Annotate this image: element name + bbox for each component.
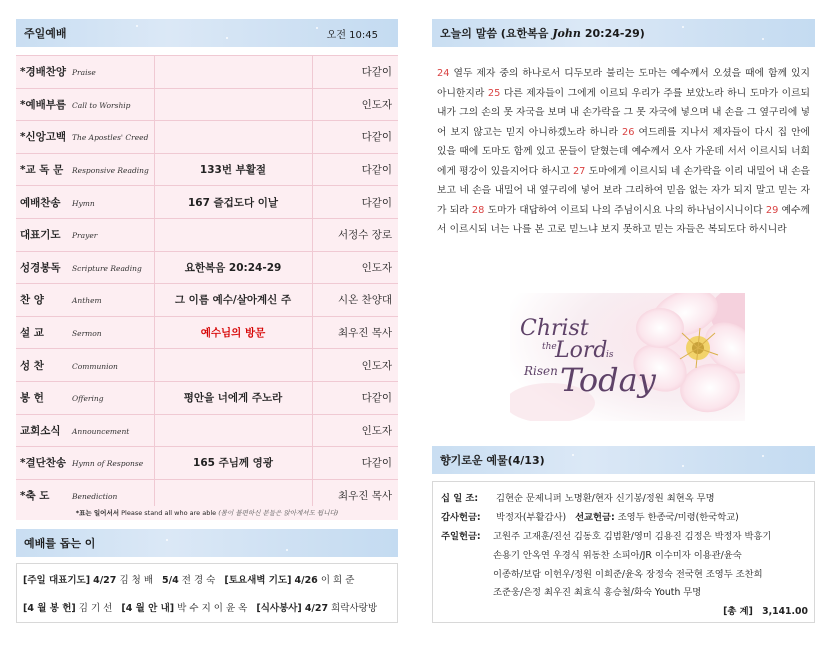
- stand-note-english: Please stand all who are able: [121, 509, 217, 517]
- sunday-offering-row: [441, 528, 493, 542]
- verse-text: 예수께서 이르시되 너는 나를 본 고로 믿느냐 보지 못하고 믿는 자들은 복되도다 하시니라: [437, 204, 810, 235]
- sunday-offering-line-1: 고원주 고재훈/진선 김동호 김범환/영미 김용진 김정은 박정자 박흥기: [493, 531, 772, 542]
- helpers-line-2: [23, 600, 377, 614]
- worship-item-title: [16, 381, 154, 414]
- worship-item-english: Responsive Reading: [72, 166, 149, 176]
- worship-item-leader: 다같이: [312, 153, 398, 186]
- total-amount: 3,141.00: [762, 606, 808, 617]
- verse-number: 28: [471, 204, 485, 216]
- worship-item-detail: [154, 56, 312, 89]
- worship-title: 주일예배: [24, 27, 67, 40]
- worship-item-korean: 예배찬송: [20, 196, 61, 209]
- offering-helper-name: 김 기 선: [78, 603, 113, 614]
- verse-text: 다른 제자들이 그에게 이르되 우리가 주를 보았노라 하니 도마가 이르되 내가 그의 손의 못 자국을 보며 내 손가락을 그 못 자국에 넣으며 내 손을 그 옆구리에 넣어 보지 않고는 믿지 아니하겠노라 하니라: [437, 87, 810, 138]
- mission-names: 조영두 한종국/미령(한국학교): [617, 512, 739, 523]
- worship-item-leader: 인도자: [312, 88, 398, 121]
- worship-item-title: [16, 284, 154, 317]
- verse-number: 24: [437, 68, 450, 79]
- sunday-offering-line-2: 손용기 안옥연 우경식 위동찬 소피아/JR 이수미자 이용관/윤숙: [493, 550, 742, 561]
- word-title-prefix: 오늘의 말씀 (요한복음: [440, 27, 549, 40]
- prayer-date-2: 5/4: [162, 575, 179, 586]
- worship-item-english: Communion: [72, 361, 118, 371]
- worship-row: [16, 186, 398, 219]
- verse-number: 25: [487, 87, 501, 99]
- worship-row: [16, 88, 398, 121]
- worship-item-korean: 성 찬: [20, 359, 44, 372]
- prayer-name-2: 전 경 숙: [181, 575, 216, 586]
- verse-number: 27: [572, 165, 586, 177]
- worship-item-title: [16, 186, 154, 219]
- worship-item-title: [16, 414, 154, 447]
- prayer-label: [주일 대표기도]: [23, 575, 91, 586]
- verse-text: 여드레를 지나서 제자들이 다시 집 안에 있을 때에 도마도 함께 있고 문들이 닫혔는데 예수께서 오사 가운데 서서 이르시되 너희에게 평강이 있을지어다 하시고: [437, 126, 810, 177]
- stand-note: [16, 506, 398, 520]
- worship-row: [16, 56, 398, 89]
- worship-item-korean: 봉 헌: [20, 392, 44, 405]
- worship-item-english: Hymn: [72, 198, 95, 208]
- worship-row: [16, 381, 398, 414]
- worship-header: [16, 19, 398, 47]
- the-word: the: [542, 342, 557, 352]
- scripture-text: [437, 64, 810, 240]
- worship-row: [16, 284, 398, 317]
- helpers-header: [16, 529, 398, 557]
- tithe-names: 김현순 문제니퍼 노명환/현자 신기봉/정원 최현옥 무명: [495, 493, 715, 504]
- christ-word: Christ: [520, 316, 589, 341]
- dawn-prayer-date: 4/26: [294, 575, 318, 586]
- worship-item-korean: *축 도: [20, 490, 50, 503]
- worship-item-korean: 교회소식: [20, 424, 61, 437]
- worship-item-english: Praise: [72, 68, 96, 78]
- worship-item-korean: 성경봉독: [20, 261, 61, 274]
- worship-item-korean: 대표기도: [20, 229, 61, 242]
- worship-item-title: [16, 316, 154, 349]
- christ-risen-image: [510, 293, 745, 421]
- worship-item-title: [16, 218, 154, 251]
- thanks-label: 감사헌금:: [441, 512, 481, 523]
- worship-item-english: Call to Worship: [72, 100, 131, 110]
- worship-item-english: The Apostles' Creed: [72, 133, 149, 143]
- worship-row: [16, 447, 398, 480]
- mission-label: 선교헌금:: [575, 512, 615, 523]
- meal-service-label: [식사봉사]: [256, 603, 302, 614]
- worship-item-title: [16, 251, 154, 284]
- thanks-row: [441, 509, 739, 523]
- worship-item-leader: 다같이: [312, 121, 398, 154]
- worship-item-english: Offering: [72, 394, 104, 404]
- sunday-offering-label: 주일헌금:: [441, 531, 481, 542]
- word-header: [432, 19, 815, 47]
- worship-row: [16, 414, 398, 447]
- offering-total: [723, 603, 808, 617]
- worship-item-english: Prayer: [72, 231, 98, 241]
- worship-item-title: [16, 121, 154, 154]
- worship-item-leader: 다같이: [312, 186, 398, 219]
- stand-note-bold: *표는 일어서서: [75, 509, 120, 517]
- worship-item-leader: 인도자: [312, 251, 398, 284]
- lord-word: Lord: [555, 338, 608, 363]
- worship-item-korean: *예배부름: [20, 98, 67, 111]
- worship-item-korean: 설 교: [20, 327, 44, 340]
- worship-item-detail: 167 즐겁도다 이날: [154, 186, 312, 219]
- sunday-offering-line-4: 조준웅/은정 최우진 최효식 홍승철/화숙 Youth 무명: [493, 587, 702, 598]
- worship-item-title: [16, 349, 154, 382]
- worship-row: [16, 121, 398, 154]
- worship-item-detail: 예수님의 방문: [154, 316, 312, 349]
- total-label: [총 계]: [723, 606, 753, 617]
- worship-row: [16, 316, 398, 349]
- offering-header: [432, 446, 815, 474]
- worship-item-title: [16, 447, 154, 480]
- worship-row: [16, 251, 398, 284]
- helpers-box: [16, 563, 398, 623]
- meal-service-name: 희락사랑방: [331, 603, 378, 614]
- worship-item-detail: 165 주님께 영광: [154, 447, 312, 480]
- worship-item-korean: *신앙고백: [20, 131, 67, 144]
- offering-title: 향기로운 예물(4/13): [440, 454, 545, 467]
- worship-item-detail: 요한복음 20:24-29: [154, 251, 312, 284]
- worship-row: [16, 153, 398, 186]
- worship-item-detail: [154, 88, 312, 121]
- stand-note-paren: (몸이 불편하신 분들은 앉아계셔도 됩니다): [218, 509, 339, 517]
- worship-item-leader: 다같이: [312, 381, 398, 414]
- dawn-prayer-name: 이 희 준: [320, 575, 355, 586]
- tithe-label: 십 일 조:: [441, 493, 479, 504]
- verse-number: 26: [622, 126, 635, 138]
- verse-text: 열두 제자 중의 하나로서 디두모라 불리는 도마는 예수께서 오셨을 때에 함께 있지 아니한지라: [437, 68, 810, 99]
- worship-time: 오전 10:45: [326, 29, 378, 41]
- helpers-line-1: [23, 572, 354, 586]
- worship-item-title: [16, 56, 154, 89]
- prayer-date-1: 4/27: [93, 575, 117, 586]
- usher-label: [4 월 안 내]: [121, 603, 175, 614]
- worship-item-korean: 찬 양: [20, 294, 44, 307]
- worship-item-leader: 인도자: [312, 414, 398, 447]
- today-word: Today: [560, 361, 656, 399]
- worship-item-detail: 평안을 너에게 주노라: [154, 381, 312, 414]
- worship-item-english: Sermon: [72, 329, 102, 339]
- offering-box: [432, 481, 815, 623]
- worship-item-leader: 서정수 장로: [312, 218, 398, 251]
- worship-item-korean: *경배찬양: [20, 66, 67, 79]
- verse-text: 도마에게 이르시되 네 손가락을 이리 내밀어 내 손을 보고 네 손을 내밀어 내 옆구리에 넣어 보라 그리하여 믿음 없는 자가 되지 말고 믿는 자가 되라: [437, 165, 810, 216]
- sunday-offering-line-3: 이종하/보람 이헌우/정원 이희준/윤옥 장정숙 전국현 조영두 조찬희: [493, 569, 763, 580]
- worship-item-title: [16, 153, 154, 186]
- worship-item-leader: 다같이: [312, 447, 398, 480]
- worship-item-english: Announcement: [72, 426, 130, 436]
- worship-item-korean: *결단찬송: [20, 457, 67, 470]
- risen-word: Risen: [524, 364, 558, 378]
- worship-item-leader: 다같이: [312, 56, 398, 89]
- thanks-names: 박정자(부활감사): [495, 512, 567, 523]
- worship-item-english: Scripture Reading: [72, 263, 142, 273]
- worship-item-english: Anthem: [72, 296, 102, 306]
- worship-item-leader: 시온 찬양대: [312, 284, 398, 317]
- verse-text: 도마가 대답하여 이르되 나의 주님이시요 나의 하나님이시니이다: [484, 204, 766, 216]
- worship-item-leader: 최우진 목사: [312, 316, 398, 349]
- worship-item-detail: [154, 218, 312, 251]
- worship-item-detail: [154, 414, 312, 447]
- dawn-prayer-label: [토요새벽 기도]: [224, 575, 292, 586]
- worship-item-leader: 인도자: [312, 349, 398, 382]
- tithe-row: [441, 490, 715, 504]
- worship-item-detail: [154, 349, 312, 382]
- blossom-illustration: [510, 293, 745, 421]
- meal-service-date: 4/27: [304, 603, 329, 614]
- is-word: is: [606, 350, 614, 360]
- order-of-worship-table: [16, 55, 398, 512]
- verse-number: 29: [765, 204, 779, 216]
- worship-item-detail: 그 이름 예수/살아계신 주: [154, 284, 312, 317]
- worship-item-korean: *교 독 문: [20, 164, 64, 177]
- worship-item-detail: [154, 121, 312, 154]
- worship-item-detail: 133번 부활절: [154, 153, 312, 186]
- worship-item-english: Hymn of Response: [72, 459, 144, 469]
- word-title-suffix: 20:24-29): [584, 26, 645, 40]
- worship-row: [16, 218, 398, 251]
- prayer-name-1: 김 청 배: [119, 575, 154, 586]
- helpers-title: 예배를 돕는 이: [24, 537, 96, 550]
- worship-item-title: [16, 88, 154, 121]
- usher-names: 박 수 지 이 윤 옥: [177, 603, 248, 614]
- worship-item-leader: 최우진 목사: [312, 479, 398, 512]
- worship-item-english: Benediction: [72, 492, 118, 502]
- word-title-book: John: [552, 26, 581, 40]
- offering-helper-label: [4 월 봉 헌]: [23, 603, 76, 614]
- worship-row: [16, 349, 398, 382]
